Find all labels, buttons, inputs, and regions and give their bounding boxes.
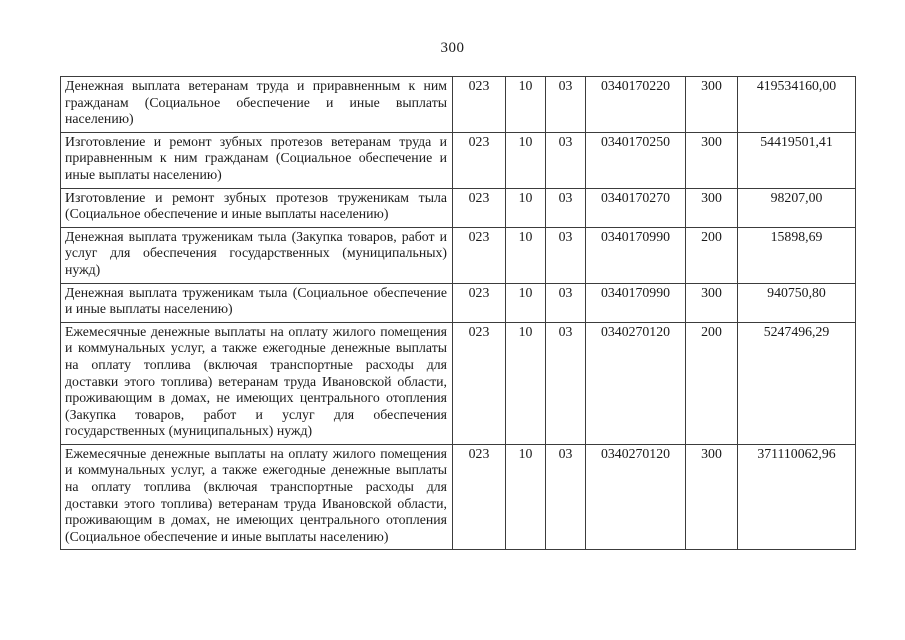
budget-table-body	[61, 77, 856, 550]
cell-subsection-code: 03	[546, 283, 586, 322]
table-row	[61, 322, 856, 444]
cell-grbs-code: 023	[453, 444, 506, 550]
cell-section-code: 10	[506, 227, 546, 283]
cell-subsection-code: 03	[546, 227, 586, 283]
table-row	[61, 227, 856, 283]
cell-grbs-code: 023	[453, 132, 506, 188]
cell-amount: 15898,69	[738, 227, 856, 283]
cell-expense-type-code: 300	[686, 283, 738, 322]
cell-section-code: 10	[506, 283, 546, 322]
cell-section-code: 10	[506, 322, 546, 444]
cell-subsection-code: 03	[546, 444, 586, 550]
table-row	[61, 188, 856, 227]
cell-section-code: 10	[506, 444, 546, 550]
table-row	[61, 444, 856, 550]
cell-grbs-code: 023	[453, 322, 506, 444]
cell-section-code: 10	[506, 188, 546, 227]
cell-target-article-code: 0340170990	[586, 227, 686, 283]
cell-expense-type-code: 300	[686, 444, 738, 550]
cell-subsection-code: 03	[546, 322, 586, 444]
cell-expense-type-code: 200	[686, 322, 738, 444]
cell-description: Денежная выплата ветеранам труда и приравненным к ним гражданам (Социальное обеспечение и иные выплаты населению)	[61, 77, 453, 133]
cell-expense-type-code: 200	[686, 227, 738, 283]
cell-amount: 54419501,41	[738, 132, 856, 188]
cell-description: Денежная выплата труженикам тыла (Закупка товаров, работ и услуг для обеспечения государственных (муниципальных) нужд)	[61, 227, 453, 283]
cell-target-article-code: 0340170250	[586, 132, 686, 188]
cell-grbs-code: 023	[453, 227, 506, 283]
cell-section-code: 10	[506, 132, 546, 188]
cell-grbs-code: 023	[453, 77, 506, 133]
cell-amount: 371110062,96	[738, 444, 856, 550]
cell-description: Изготовление и ремонт зубных протезов ветеранам труда и приравненным к ним гражданам (Социальное обеспечение и иные выплаты населению)	[61, 132, 453, 188]
cell-expense-type-code: 300	[686, 132, 738, 188]
cell-target-article-code: 0340270120	[586, 322, 686, 444]
cell-expense-type-code: 300	[686, 188, 738, 227]
budget-table	[60, 76, 856, 550]
cell-expense-type-code: 300	[686, 77, 738, 133]
page-number: 300	[440, 40, 465, 56]
cell-target-article-code: 0340170270	[586, 188, 686, 227]
cell-subsection-code: 03	[546, 132, 586, 188]
cell-description: Ежемесячные денежные выплаты на оплату жилого помещения и коммунальных услуг, а также ежегодные денежные выплаты на оплату топлива (включая транспортные расходы для доставки этого топлива) ветеранам труда Ивановской области, проживающим в домах, не имеющих центрального отопления (Закупка товаров, работ и услуг для обеспечения государственных (муниципальных) нужд)	[61, 322, 453, 444]
cell-subsection-code: 03	[546, 77, 586, 133]
cell-grbs-code: 023	[453, 283, 506, 322]
cell-amount: 98207,00	[738, 188, 856, 227]
cell-amount: 5247496,29	[738, 322, 856, 444]
cell-subsection-code: 03	[546, 188, 586, 227]
cell-description: Изготовление и ремонт зубных протезов труженикам тыла (Социальное обеспечение и иные выплаты населению)	[61, 188, 453, 227]
cell-grbs-code: 023	[453, 188, 506, 227]
table-row	[61, 77, 856, 133]
cell-target-article-code: 0340270120	[586, 444, 686, 550]
cell-amount: 940750,80	[738, 283, 856, 322]
table-row	[61, 132, 856, 188]
table-row	[61, 283, 856, 322]
cell-description: Ежемесячные денежные выплаты на оплату жилого помещения и коммунальных услуг, а также ежегодные денежные выплаты на оплату топлива (включая транспортные расходы для доставки этого топлива) ветеранам труда Ивановской области, проживающим в домах, не имеющих центрального отопления (Социальное обеспечение и иные выплаты населению)	[61, 444, 453, 550]
cell-amount: 419534160,00	[738, 77, 856, 133]
cell-section-code: 10	[506, 77, 546, 133]
cell-description: Денежная выплата труженикам тыла (Социальное обеспечение и иные выплаты населению)	[61, 283, 453, 322]
cell-target-article-code: 0340170990	[586, 283, 686, 322]
cell-target-article-code: 0340170220	[586, 77, 686, 133]
